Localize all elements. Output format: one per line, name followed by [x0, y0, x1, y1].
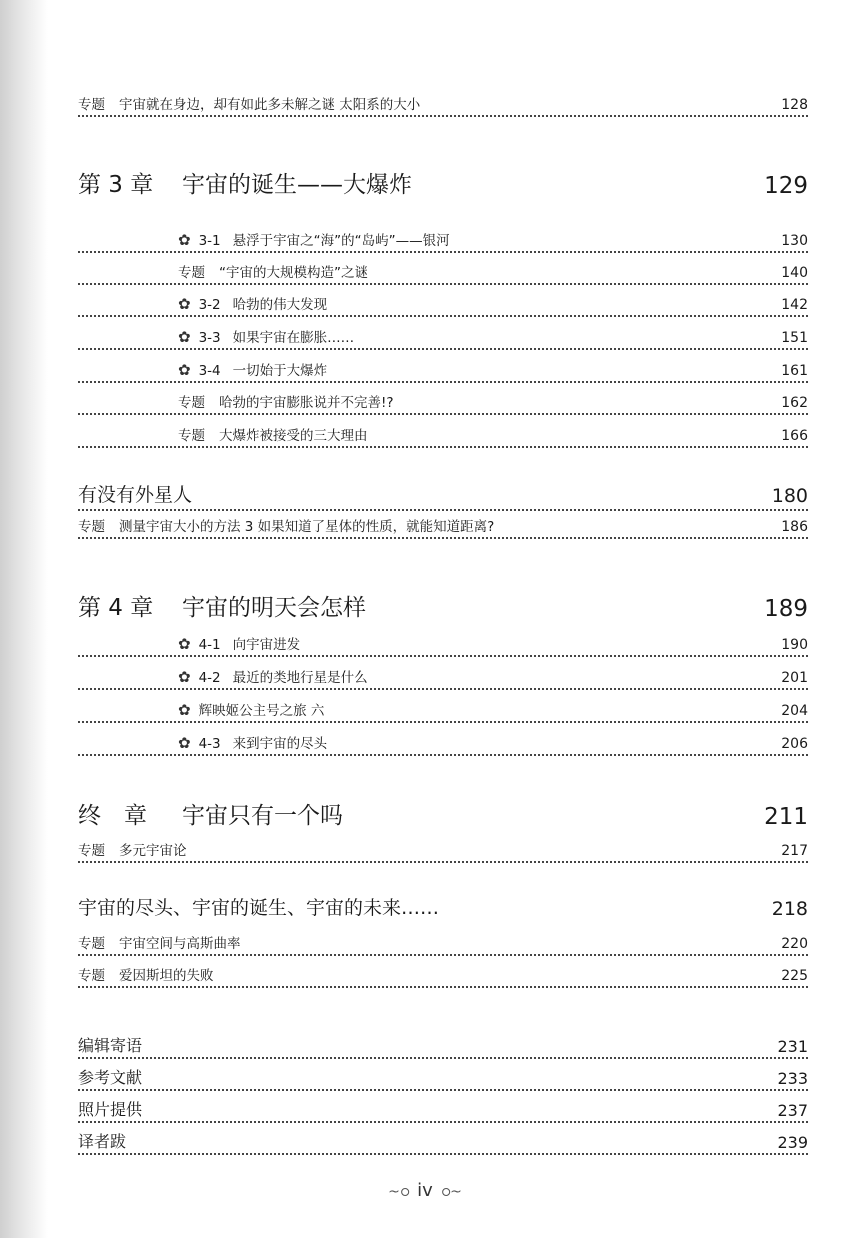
chapter-title: 宇宙的明天会怎样: [182, 595, 366, 621]
entry-page: 231: [777, 1037, 808, 1056]
section-number: 4-3: [198, 736, 221, 752]
entry-label: 参考文献: [78, 1068, 143, 1087]
toc-entry[interactable]: [78, 229, 808, 253]
flower-icon: ✿: [178, 734, 191, 752]
entry-label: 向宇宙进发: [232, 637, 301, 653]
section-number: 4-1: [198, 637, 221, 653]
flower-icon: ✿: [178, 635, 191, 653]
toc-entry[interactable]: [78, 261, 808, 285]
flower-icon: ✿: [178, 701, 191, 719]
toc-entry[interactable]: [78, 391, 808, 415]
entry-label: 哈勃的宇宙膨胀说并不完善!?: [219, 395, 394, 411]
toc-entry[interactable]: [78, 293, 808, 317]
section-page: 180: [771, 485, 808, 507]
section-number: 3-2: [198, 297, 221, 313]
entry-page: 186: [781, 519, 808, 535]
entry-page: 217: [781, 843, 808, 859]
ornament-left-icon: ~ഠ: [388, 1184, 410, 1200]
back-matter-entry[interactable]: [78, 1033, 808, 1059]
toc-entry[interactable]: [78, 732, 808, 756]
entry-page: 151: [781, 330, 808, 346]
entry-page: 237: [777, 1101, 808, 1120]
flower-icon: ✿: [178, 295, 191, 313]
toc-entry[interactable]: [78, 666, 808, 690]
entry-page: 166: [781, 428, 808, 444]
chapter-number: 终 章: [78, 803, 147, 829]
entry-label: 最近的类地行星是什么: [232, 670, 368, 686]
section-title: 有没有外星人: [78, 484, 193, 506]
topic-tag: 专题: [78, 97, 105, 113]
chapter-heading[interactable]: [78, 165, 808, 199]
entry-label: 如果宇宙在膨胀……: [232, 330, 355, 346]
toc-entry[interactable]: [78, 932, 808, 956]
entry-label: 来到宇宙的尽头: [232, 736, 328, 752]
entry-page: 233: [777, 1069, 808, 1088]
section-heading[interactable]: [78, 481, 808, 511]
entry-label: 大爆炸被接受的三大理由: [219, 428, 368, 444]
chapter-number: 第 3 章: [78, 172, 154, 198]
entry-label: “宇宙的大规模构造”之谜: [219, 265, 368, 281]
topic-tag: 专题: [78, 968, 105, 984]
entry-label: 照片提供: [78, 1100, 143, 1119]
toc-entry[interactable]: [78, 515, 808, 539]
section-number: 3-1: [198, 233, 221, 249]
chapter-heading[interactable]: [78, 588, 808, 622]
entry-label: 宇宙空间与高斯曲率: [119, 936, 241, 952]
entry-page: 162: [781, 395, 808, 411]
toc-entry[interactable]: [78, 93, 808, 117]
entry-page: 201: [781, 670, 808, 686]
entry-label: 编辑寄语: [78, 1036, 143, 1055]
entry-label: 多元宇宙论: [119, 843, 187, 859]
topic-tag: 专题: [78, 843, 105, 859]
entry-page: 140: [781, 265, 808, 281]
section-number: 3-4: [198, 363, 221, 379]
section-heading[interactable]: [78, 892, 808, 922]
toc-entry[interactable]: [78, 359, 808, 383]
entry-label: 测量宇宙大小的方法 3 如果知道了星体的性质，就能知道距离?: [119, 519, 495, 535]
section-number: 4-2: [198, 670, 221, 686]
entry-page: 239: [777, 1133, 808, 1152]
flower-icon: ✿: [178, 361, 191, 379]
topic-tag: 专题: [178, 428, 205, 444]
back-matter-entry[interactable]: [78, 1065, 808, 1091]
section-title: 宇宙的尽头、宇宙的诞生、宇宙的未来……: [78, 897, 440, 919]
chapter-title: 宇宙只有一个吗: [182, 803, 343, 829]
toc-entry[interactable]: [78, 326, 808, 350]
entry-page: 206: [781, 736, 808, 752]
entry-page: 225: [781, 968, 808, 984]
chapter-page: 129: [764, 173, 808, 199]
entry-label: 宇宙就在身边，却有如此多未解之谜 太阳系的大小: [119, 97, 421, 113]
chapter-page: 189: [764, 596, 808, 622]
topic-tag: 专题: [178, 395, 205, 411]
entry-label: 哈勃的伟大发现: [232, 297, 328, 313]
entry-page: 220: [781, 936, 808, 952]
entry-label: 悬浮于宇宙之“海”的“岛屿”——银河: [232, 233, 450, 249]
entry-page: 204: [781, 703, 808, 719]
topic-tag: 专题: [178, 265, 205, 281]
entry-label: 辉映姬公主号之旅 六: [198, 703, 325, 719]
toc-entry[interactable]: [78, 633, 808, 657]
entry-page: 142: [781, 297, 808, 313]
entry-page: 161: [781, 363, 808, 379]
entry-label: 译者跋: [78, 1132, 127, 1151]
toc-entry[interactable]: [78, 699, 808, 723]
toc-entry[interactable]: [78, 424, 808, 448]
entry-page: 128: [781, 97, 808, 113]
back-matter-entry[interactable]: [78, 1129, 808, 1155]
entry-page: 190: [781, 637, 808, 653]
section-number: 3-3: [198, 330, 221, 346]
chapter-page: 211: [764, 804, 808, 830]
flower-icon: ✿: [178, 668, 191, 686]
topic-tag: 专题: [78, 519, 105, 535]
toc-entry[interactable]: [78, 839, 808, 863]
chapter-number: 第 4 章: [78, 595, 154, 621]
topic-tag: 专题: [78, 936, 105, 952]
flower-icon: ✿: [178, 231, 191, 249]
section-page: 218: [771, 898, 808, 920]
chapter-heading[interactable]: [78, 796, 808, 830]
chapter-title: 宇宙的诞生——大爆炸: [182, 172, 412, 198]
toc-entry[interactable]: [78, 964, 808, 988]
entry-label: 爱因斯坦的失败: [119, 968, 214, 984]
flower-icon: ✿: [178, 328, 191, 346]
ornament-right-icon: ഠ~: [440, 1184, 462, 1200]
entry-label: 一切始于大爆炸: [232, 363, 328, 379]
folio-number: iv: [417, 1180, 433, 1201]
entry-page: 130: [781, 233, 808, 249]
back-matter-entry[interactable]: [78, 1097, 808, 1123]
page-folio: [0, 1180, 850, 1201]
